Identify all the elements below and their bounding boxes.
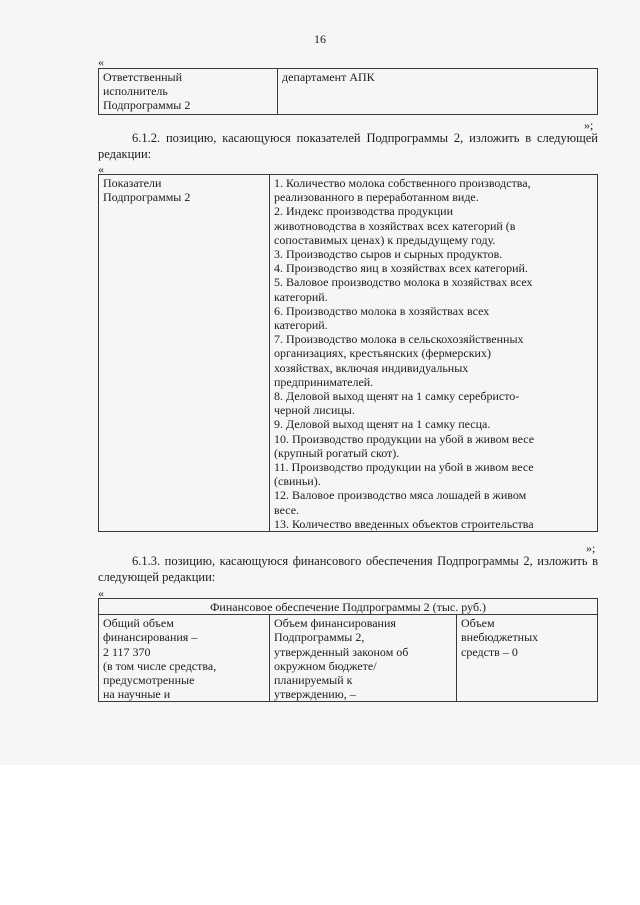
indicator-line: 2. Индекс производства продукции: [274, 204, 453, 219]
indicator-line: 11. Производство продукции на убой в живом весе: [274, 460, 534, 475]
paragraph-text: 6.1.2. позицию, касающуюся показателей Подпрограммы 2, изложить в следующей редакции:: [98, 131, 598, 161]
indicator-line: 1. Количество молока собственного производства,: [274, 176, 531, 190]
responsible-executor-table: [98, 68, 598, 115]
indicator-line: животноводства в хозяйствах всех категорий (в: [274, 218, 516, 233]
open-quote: «: [98, 162, 104, 176]
indicator-line: 7. Производство молока в сельскохозяйственных: [274, 332, 524, 347]
label-line: Подпрограммы 2: [103, 98, 191, 113]
open-quote: «: [98, 55, 104, 69]
indicator-line: предпринимателей.: [274, 374, 374, 389]
indicator-line: 8. Деловой выход щенят на 1 самку серебристо-: [274, 389, 520, 404]
indicators-list: [270, 175, 598, 532]
indicator-line: 10. Производство продукции на убой в живом весе: [274, 431, 535, 446]
indicator-line: категорий.: [274, 289, 328, 304]
close-quote: »;: [584, 118, 594, 132]
indicator-line: 13. Количество введенных объектов строительства: [274, 516, 534, 531]
indicator-line: организациях, крестьянских (фермерских): [274, 346, 491, 361]
cell-line: Подпрограммы 2,: [274, 630, 365, 645]
cell-line: окружном бюджете/: [274, 658, 377, 673]
financing-header: Финансовое обеспечение Подпрограммы 2 (тыс. руб.): [99, 599, 598, 615]
indicator-line: 4. Производство яиц в хозяйствах всех категорий.: [274, 261, 528, 276]
label-line: Показатели: [103, 176, 162, 190]
cell-line: Общий объем: [103, 616, 174, 631]
open-quote: «: [98, 586, 104, 600]
indicator-line: хозяйствах, включая индивидуальных: [274, 360, 469, 375]
total-financing-cell: [99, 615, 270, 702]
indicator-line: реализованного в переработанном виде.: [274, 190, 479, 205]
indicator-line: 9. Деловой выход щенят на 1 самку песца.: [274, 417, 491, 432]
indicator-line: весе.: [274, 502, 300, 517]
indicator-line: (крупный рогатый скот).: [274, 445, 400, 460]
extrabudgetary-cell: [457, 615, 598, 702]
budget-financing-cell: [270, 615, 457, 702]
label-line: Ответственный: [103, 70, 183, 84]
indicator-line: (свиньи).: [274, 474, 321, 489]
paragraph-6-1-2: [98, 130, 598, 162]
indicator-line: 5. Валовое производство молока в хозяйствах всех: [274, 275, 533, 290]
cell-line: 2 117 370: [103, 644, 151, 659]
close-quote: »;: [586, 541, 596, 555]
label-line: Подпрограммы 2: [103, 190, 191, 205]
indicator-line: 6. Производство молока в хозяйствах всех: [274, 303, 490, 318]
paragraph-6-1-3: [98, 553, 598, 585]
cell-line: планируемый к: [274, 673, 353, 688]
cell-line: (в том числе средства,: [103, 658, 217, 673]
page-number: 16: [314, 32, 326, 46]
responsible-executor-value: департамент АПК: [278, 69, 598, 115]
cell-line: финансирования –: [103, 630, 198, 645]
indicators-table: [98, 174, 598, 532]
cell-line: на научные и: [103, 687, 171, 702]
cell-line: утвержденный законом об: [274, 644, 409, 659]
indicator-line: черной лисицы.: [274, 403, 355, 418]
responsible-executor-label: [99, 69, 278, 115]
cell-line: внебюджетных: [461, 630, 539, 645]
paragraph-text: 6.1.3. позицию, касающуюся финансового обеспечения Подпрограммы 2, изложить в следующей редакции:: [98, 554, 598, 584]
cell-line: утверждению, –: [274, 687, 356, 702]
cell-line: предусмотренные: [103, 673, 195, 688]
cell-line: средств – 0: [461, 644, 518, 659]
indicators-label: [99, 175, 270, 532]
financing-table: [98, 598, 598, 702]
cell-line: Объем: [461, 616, 495, 631]
indicator-line: сопоставимых ценах) к предыдущему году.: [274, 232, 496, 247]
indicator-line: 3. Производство сыров и сырных продуктов.: [274, 247, 503, 262]
cell-line: Объем финансирования: [274, 616, 396, 631]
indicator-line: 12. Валовое производство мяса лошадей в живом: [274, 488, 527, 503]
indicator-line: категорий.: [274, 318, 328, 333]
label-line: исполнитель: [103, 84, 168, 99]
